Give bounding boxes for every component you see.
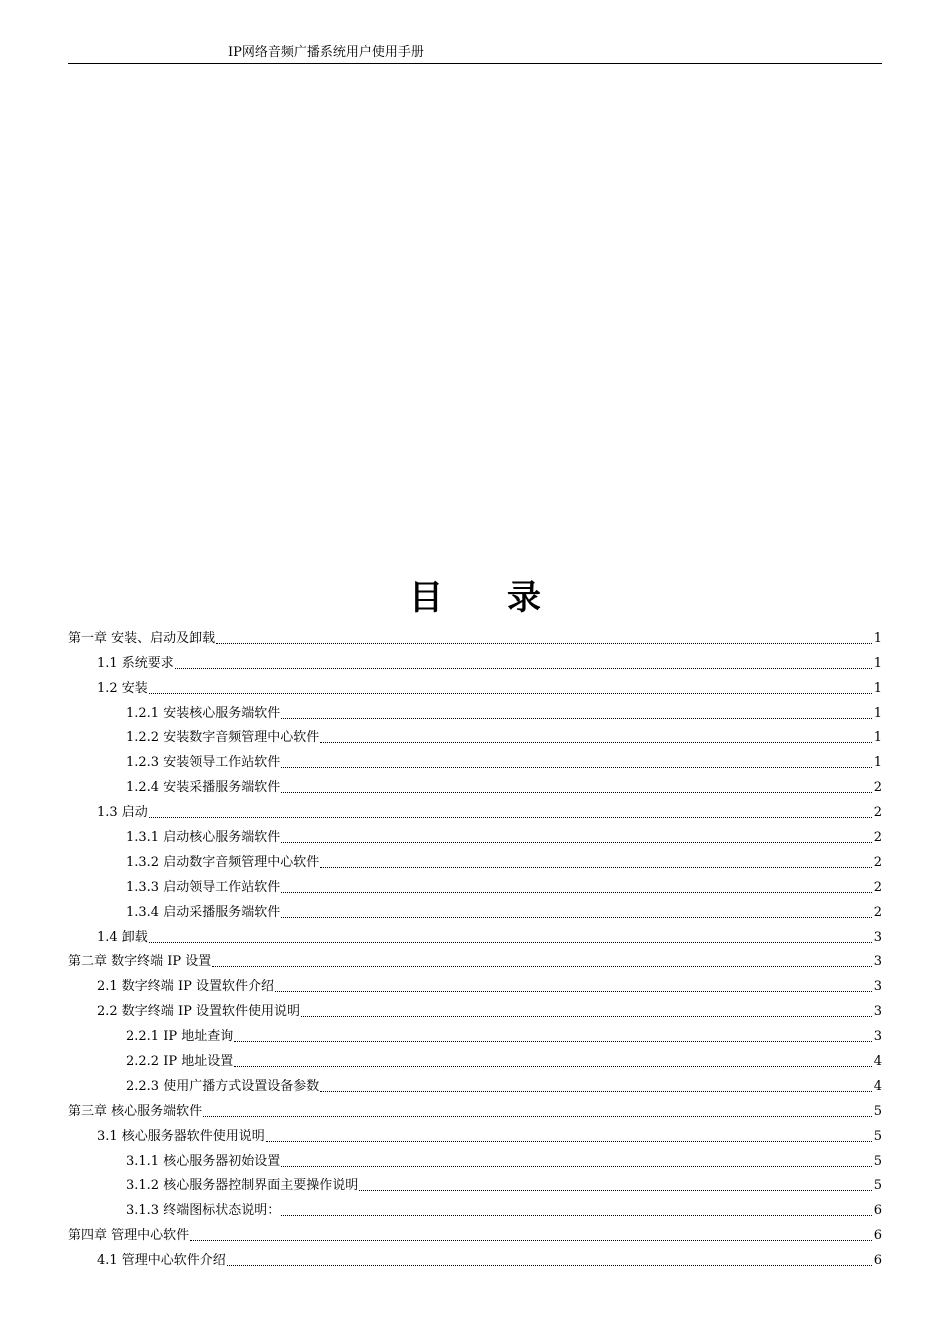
toc-entry[interactable]	[68, 846, 882, 871]
toc-entry[interactable]	[68, 1145, 882, 1170]
toc-entry[interactable]	[68, 921, 882, 946]
toc-entry[interactable]	[68, 1194, 882, 1219]
toc-entry-label: 3.1.1 核心服务器初始设置	[126, 1153, 281, 1169]
toc-entry-label: 第三章 核心服务端软件	[68, 1103, 203, 1119]
toc-entry[interactable]	[68, 1095, 882, 1120]
toc-entry-label: 3.1.3 终端图标状态说明：	[126, 1203, 281, 1219]
toc-entry-label: 2.2.2 IP 地址设置	[126, 1054, 234, 1070]
toc-entry[interactable]	[68, 896, 882, 921]
toc-entry-label: 2.2.1 IP 地址查询	[126, 1029, 234, 1045]
toc-entry-label: 2.2.3 使用广播方式设置设备参数	[126, 1078, 320, 1094]
toc-entry[interactable]	[68, 1045, 882, 1070]
toc-entry[interactable]	[68, 622, 882, 647]
toc-dot-leader	[203, 1116, 872, 1117]
toc-entry[interactable]	[68, 796, 882, 821]
toc-entry-page-number: 6	[873, 1253, 882, 1269]
toc-dot-leader	[320, 1091, 872, 1092]
toc-entry-page-number: 1	[873, 630, 882, 646]
toc-entry-page-number: 2	[873, 830, 882, 846]
toc-dot-leader	[359, 1190, 872, 1191]
toc-entry-page-number: 3	[873, 1004, 882, 1020]
toc-dot-leader	[281, 917, 872, 918]
toc-entry-label: 3.1 核心服务器软件使用说明	[97, 1128, 265, 1144]
page-header	[68, 44, 882, 64]
toc-entry[interactable]	[68, 647, 882, 672]
toc-entry-label: 1.2.3 安装领导工作站软件	[126, 755, 281, 771]
toc-entry[interactable]	[68, 1020, 882, 1045]
toc-dot-leader	[301, 1016, 872, 1017]
toc-entry-label: 1.3 启动	[97, 805, 148, 821]
toc-entry-page-number: 1	[873, 705, 882, 721]
toc-entry[interactable]	[68, 1120, 882, 1145]
toc-entry-label: 第一章 安装、启动及卸载	[68, 630, 216, 646]
toc-entry-label: 1.3.2 启动数字音频管理中心软件	[126, 854, 320, 870]
toc-entry[interactable]	[68, 946, 882, 971]
toc-dot-leader	[227, 1265, 872, 1266]
toc-entry-page-number: 2	[873, 904, 882, 920]
toc-entry-label: 1.3.1 启动核心服务端软件	[126, 830, 281, 846]
toc-entry-label: 3.1.2 核心服务器控制界面主要操作说明	[126, 1178, 359, 1194]
toc-list	[68, 622, 882, 1269]
toc-entry-page-number: 4	[873, 1054, 882, 1070]
toc-entry[interactable]	[68, 771, 882, 796]
toc-entry-label: 1.2.4 安装采播服务端软件	[126, 780, 281, 796]
toc-entry-page-number: 4	[873, 1078, 882, 1094]
toc-entry-label: 2.1 数字终端 IP 设置软件介绍	[97, 979, 274, 995]
toc-dot-leader	[281, 767, 872, 768]
toc-entry-page-number: 3	[873, 954, 882, 970]
toc-entry-page-number: 6	[873, 1228, 882, 1244]
toc-title	[0, 576, 950, 620]
toc-dot-leader	[281, 792, 872, 793]
toc-entry-label: 1.3.4 启动采播服务端软件	[126, 904, 281, 920]
toc-entry-page-number: 3	[873, 929, 882, 945]
toc-entry-page-number: 2	[873, 805, 882, 821]
toc-entry[interactable]	[68, 970, 882, 995]
toc-entry[interactable]	[68, 1170, 882, 1195]
toc-entry-label: 1.1 系统要求	[97, 655, 174, 671]
toc-entry-page-number: 2	[873, 780, 882, 796]
toc-dot-leader	[320, 867, 872, 868]
toc-dot-leader	[275, 991, 872, 992]
toc-entry[interactable]	[68, 1070, 882, 1095]
toc-entry-label: 1.3.3 启动领导工作站软件	[126, 879, 281, 895]
toc-entry-page-number: 1	[873, 755, 882, 771]
toc-dot-leader	[149, 817, 872, 818]
toc-entry-page-number: 1	[873, 655, 882, 671]
toc-title-char-1: 目	[409, 578, 443, 618]
toc-entry-page-number: 2	[873, 854, 882, 870]
toc-entry-label: 4.1 管理中心软件介绍	[97, 1253, 226, 1269]
toc-dot-leader	[234, 1041, 871, 1042]
toc-dot-leader	[320, 742, 872, 743]
toc-entry-label: 1.2.1 安装核心服务端软件	[126, 705, 281, 721]
toc-entry-label: 1.2 安装	[97, 680, 148, 696]
toc-entry-label: 2.2 数字终端 IP 设置软件使用说明	[97, 1004, 300, 1020]
toc-entry-label: 1.2.2 安装数字音频管理中心软件	[126, 730, 320, 746]
toc-entry-page-number: 5	[873, 1128, 882, 1144]
toc-dot-leader	[281, 718, 872, 719]
toc-entry-label: 第二章 数字终端 IP 设置	[68, 954, 212, 970]
toc-entry[interactable]	[68, 722, 882, 747]
toc-dot-leader	[281, 892, 872, 893]
toc-dot-leader	[149, 693, 872, 694]
toc-entry-page-number: 1	[873, 730, 882, 746]
toc-dot-leader	[281, 842, 872, 843]
toc-dot-leader	[212, 966, 871, 967]
toc-entry-label: 1.4 卸载	[97, 929, 148, 945]
toc-dot-leader	[190, 1240, 872, 1241]
header-title: IP网络音频广播系统用户使用手册	[228, 45, 424, 60]
toc-dot-leader	[149, 942, 872, 943]
toc-entry-label: 第四章 管理中心软件	[68, 1228, 190, 1244]
toc-entry-page-number: 5	[873, 1153, 882, 1169]
toc-entry[interactable]	[68, 995, 882, 1020]
toc-entry-page-number: 1	[873, 680, 882, 696]
toc-entry[interactable]	[68, 821, 882, 846]
toc-entry[interactable]	[68, 1244, 882, 1269]
toc-entry-page-number: 2	[873, 879, 882, 895]
toc-entry-page-number: 3	[873, 1029, 882, 1045]
toc-dot-leader	[216, 643, 872, 644]
toc-entry[interactable]	[68, 746, 882, 771]
toc-entry[interactable]	[68, 871, 882, 896]
toc-dot-leader	[266, 1141, 872, 1142]
toc-entry-page-number: 3	[873, 979, 882, 995]
toc-entry-page-number: 5	[873, 1103, 882, 1119]
toc-dot-leader	[281, 1166, 872, 1167]
toc-dot-leader	[281, 1215, 872, 1216]
toc-dot-leader	[175, 668, 872, 669]
toc-dot-leader	[234, 1066, 871, 1067]
toc-entry[interactable]	[68, 1219, 882, 1244]
toc-entry[interactable]	[68, 697, 882, 722]
toc-entry-page-number: 6	[873, 1203, 882, 1219]
toc-entry-page-number: 5	[873, 1178, 882, 1194]
toc-entry[interactable]	[68, 672, 882, 697]
toc-title-char-2: 录	[507, 578, 541, 618]
